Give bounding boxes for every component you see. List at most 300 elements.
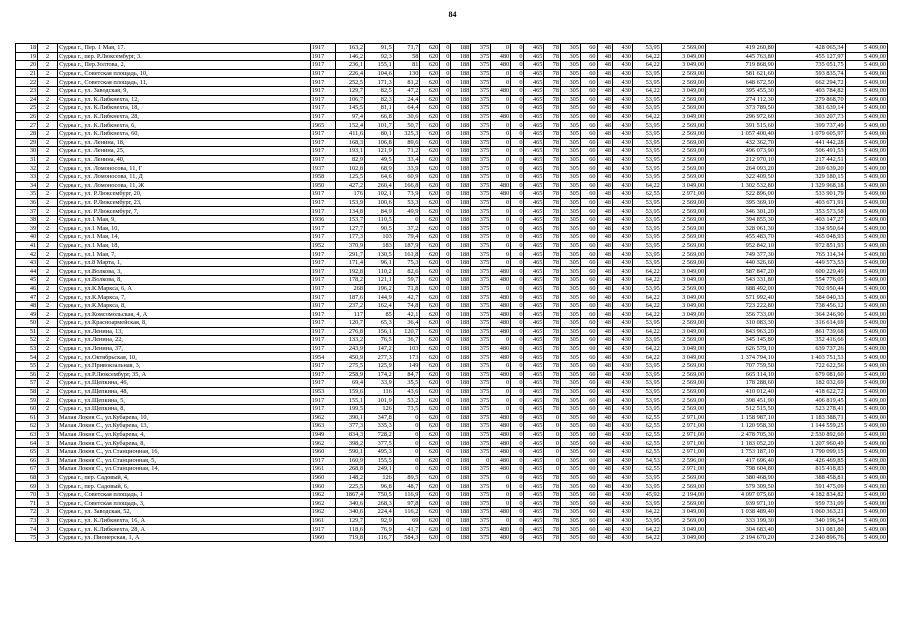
cell-rate-a: 620 xyxy=(420,138,440,147)
cell-amount-total: 403 671,91 xyxy=(775,198,845,207)
cell-rate-c: 188 xyxy=(451,233,471,242)
cell-living-area: 76,5 xyxy=(364,336,393,345)
cell-tariff: 53,95 xyxy=(633,370,662,379)
cell-tariff: 53,95 xyxy=(633,129,662,138)
cell-address: Суджа г., ул.Ленина, 22, xyxy=(58,336,311,345)
cell-rate-a: 620 xyxy=(420,267,440,276)
cell-rate-k: 48 xyxy=(597,439,613,448)
cell-rate-i: 305 xyxy=(561,121,581,130)
cell-living-area: 377,5 xyxy=(364,439,393,448)
cell-rate-k: 48 xyxy=(597,361,613,370)
cell-tariff: 64,22 xyxy=(633,310,662,319)
cell-tariff: 54,53 xyxy=(633,456,662,465)
cell-rate-l: 430 xyxy=(613,490,633,499)
cell-total-area: 291,7 xyxy=(336,250,365,259)
cell-rate-b: 0 xyxy=(440,215,451,224)
table-row xyxy=(16,490,888,499)
cell-standard: 5 409,00 xyxy=(845,69,887,78)
cell-other-area: 42,1 xyxy=(393,310,420,319)
cell-tariff: 64,22 xyxy=(633,293,662,302)
cell-living-area: 260,4 xyxy=(364,181,393,190)
cell-rate-h: 78 xyxy=(544,147,561,156)
cell-rate-d: 375 xyxy=(471,422,491,431)
cell-living-area: 66,8 xyxy=(364,112,393,121)
cell-row-num: 31 xyxy=(16,155,38,164)
cell-address: Малая Локня С., ул.Кубарева, 13, xyxy=(58,422,311,431)
cell-rate-c: 188 xyxy=(451,155,471,164)
cell-living-area: 728,2 xyxy=(364,430,393,439)
cell-amount-total: 738 456,12 xyxy=(775,301,845,310)
cell-living-area: 106,8 xyxy=(364,138,393,147)
cell-year: 1917 xyxy=(310,379,335,388)
cell-standard: 5 409,00 xyxy=(845,516,887,525)
cell-rate-f: 0 xyxy=(511,129,524,138)
cell-rate-f: 0 xyxy=(511,447,524,456)
cell-rate-i: 305 xyxy=(561,198,581,207)
cell-total-area: 236,1 xyxy=(336,61,365,70)
cell-rate-l: 430 xyxy=(613,215,633,224)
cell-tariff: 64,22 xyxy=(633,112,662,121)
cell-rate-d: 375 xyxy=(471,499,491,508)
cell-amount: 419 260,80 xyxy=(706,44,776,53)
cell-rate-e: 0 xyxy=(491,147,511,156)
cell-rate-a: 620 xyxy=(420,310,440,319)
cell-row-num: 30 xyxy=(16,147,38,156)
cell-rate-k: 48 xyxy=(597,533,613,542)
cell-rate-e: 480 xyxy=(491,447,511,456)
cell-rate-b: 0 xyxy=(440,482,451,491)
cell-year: 1917 xyxy=(310,456,335,465)
cell-year: 1936 xyxy=(310,215,335,224)
cell-rate-a: 620 xyxy=(420,293,440,302)
cell-rate-b: 0 xyxy=(440,95,451,104)
table-row xyxy=(16,147,888,156)
cell-total-area: 275,5 xyxy=(336,361,365,370)
cell-rate-h: 78 xyxy=(544,112,561,121)
cell-rate-g: 465 xyxy=(524,344,544,353)
cell-rate-h: 78 xyxy=(544,267,561,276)
cell-other-area: 120,7 xyxy=(393,327,420,336)
cell-rate-d: 375 xyxy=(471,387,491,396)
cell-amount-total: 465 048,93 xyxy=(775,233,845,242)
cell-tariff: 53,95 xyxy=(633,198,662,207)
cell-rate-f: 0 xyxy=(511,112,524,121)
cell-rate-i: 305 xyxy=(561,344,581,353)
cell-address: Суджа г., ул.Ленина, 37, xyxy=(58,344,311,353)
cell-total-area: 450,9 xyxy=(336,353,365,362)
cell-living-area: 155,1 xyxy=(364,61,393,70)
cell-group: 2 xyxy=(38,190,58,199)
cell-row-num: 57 xyxy=(16,379,38,388)
cell-rate-h: 78 xyxy=(544,353,561,362)
cell-rate-l: 430 xyxy=(613,525,633,534)
cell-rate-c: 188 xyxy=(451,52,471,61)
cell-rate-j: 60 xyxy=(580,396,597,405)
cell-rate-h: 78 xyxy=(544,516,561,525)
cell-amount: 345 145,80 xyxy=(706,336,776,345)
cell-rate-i: 305 xyxy=(561,52,581,61)
cell-amount-total: 1 790 099,15 xyxy=(775,447,845,456)
cell-rate-a: 620 xyxy=(420,361,440,370)
cell-rate-f: 0 xyxy=(511,155,524,164)
cell-rate-k: 48 xyxy=(597,396,613,405)
cell-rate-l: 430 xyxy=(613,267,633,276)
cell-rate-a: 620 xyxy=(420,258,440,267)
cell-year: 1953 xyxy=(310,387,335,396)
cell-address: Суджа г., ул.1 Мая, 7, xyxy=(58,250,311,259)
cell-rate-l: 430 xyxy=(613,129,633,138)
cell-rate-b: 0 xyxy=(440,533,451,542)
cell-other-area: 97,8 xyxy=(393,499,420,508)
cell-living-area: 68,9 xyxy=(364,164,393,173)
cell-amount: 212 970,10 xyxy=(706,155,776,164)
cell-rate-i: 305 xyxy=(561,370,581,379)
cell-group: 2 xyxy=(38,181,58,190)
cell-standard: 5 409,00 xyxy=(845,301,887,310)
cell-rate-g: 465 xyxy=(524,508,544,517)
cell-rate-j: 60 xyxy=(580,95,597,104)
cell-year: 1917 xyxy=(310,61,335,70)
table-row xyxy=(16,241,888,250)
cell-rate-h: 78 xyxy=(544,190,561,199)
cell-tariff: 53,95 xyxy=(633,284,662,293)
cell-rate-g: 465 xyxy=(524,499,544,508)
cell-rate-g: 465 xyxy=(524,198,544,207)
cell-other-area: 0 xyxy=(393,456,420,465)
cell-rate-b: 0 xyxy=(440,250,451,259)
cell-amount: 395 369,10 xyxy=(706,198,776,207)
cell-cost-per-unit: 2 569,00 xyxy=(661,233,705,242)
cell-address: Суджа г., ул. К.Либкнехта, 60, xyxy=(58,129,311,138)
cell-tariff: 53,95 xyxy=(633,404,662,413)
cell-rate-b: 0 xyxy=(440,241,451,250)
cell-rate-b: 0 xyxy=(440,112,451,121)
cell-rate-e: 480 xyxy=(491,370,511,379)
page-number: 84 xyxy=(448,10,457,19)
cell-rate-a: 620 xyxy=(420,525,440,534)
cell-rate-l: 430 xyxy=(613,164,633,173)
cell-rate-j: 60 xyxy=(580,533,597,542)
cell-rate-l: 430 xyxy=(613,138,633,147)
cell-amount-total: 861 739,68 xyxy=(775,327,845,336)
cell-rate-e: 480 xyxy=(491,533,511,542)
cell-group: 2 xyxy=(38,155,58,164)
cell-row-num: 64 xyxy=(16,439,38,448)
cell-rate-b: 0 xyxy=(440,490,451,499)
cell-rate-k: 48 xyxy=(597,447,613,456)
cell-group: 2 xyxy=(38,233,58,242)
cell-amount: 380 468,90 xyxy=(706,473,776,482)
cell-rate-e: 480 xyxy=(491,276,511,285)
cell-rate-h: 78 xyxy=(544,104,561,113)
cell-rate-a: 620 xyxy=(420,387,440,396)
cell-rate-g: 465 xyxy=(524,396,544,405)
cell-rate-k: 48 xyxy=(597,241,613,250)
cell-rate-a: 620 xyxy=(420,516,440,525)
cell-rate-g: 465 xyxy=(524,258,544,267)
cell-living-area: 82,3 xyxy=(364,95,393,104)
cell-rate-d: 375 xyxy=(471,336,491,345)
cell-rate-g: 465 xyxy=(524,52,544,61)
cell-tariff: 53,95 xyxy=(633,516,662,525)
cell-tariff: 53,95 xyxy=(633,215,662,224)
cell-year: 1917 xyxy=(310,155,335,164)
cell-rate-l: 430 xyxy=(613,112,633,121)
cell-group: 3 xyxy=(38,499,58,508)
cell-address: Суджа г., ул. Ломоносова, 11, Ж xyxy=(58,181,311,190)
cell-rate-a: 620 xyxy=(420,379,440,388)
cell-cost-per-unit: 2 569,00 xyxy=(661,499,705,508)
cell-rate-h: 0 xyxy=(544,447,561,456)
cell-rate-a: 620 xyxy=(420,456,440,465)
cell-rate-k: 48 xyxy=(597,172,613,181)
cell-year: 1917 xyxy=(310,69,335,78)
cell-rate-g: 465 xyxy=(524,456,544,465)
cell-other-area: 75,3 xyxy=(393,258,420,267)
cell-rate-f: 0 xyxy=(511,422,524,431)
cell-total-area: 153,9 xyxy=(336,198,365,207)
cell-year: 1917 xyxy=(310,310,335,319)
cell-rate-d: 375 xyxy=(471,138,491,147)
cell-rate-d: 375 xyxy=(471,439,491,448)
cell-rate-i: 305 xyxy=(561,413,581,422)
cell-rate-e: 0 xyxy=(491,379,511,388)
cell-year: 1960 xyxy=(310,482,335,491)
cell-amount-total: 406 819,45 xyxy=(775,396,845,405)
cell-rate-h: 78 xyxy=(544,310,561,319)
cell-amount-total: 591 475,09 xyxy=(775,482,845,491)
cell-rate-i: 305 xyxy=(561,233,581,242)
cell-rate-h: 78 xyxy=(544,172,561,181)
cell-standard: 5 409,00 xyxy=(845,490,887,499)
cell-rate-d: 375 xyxy=(471,258,491,267)
cell-rate-a: 620 xyxy=(420,69,440,78)
cell-other-area: 74,8 xyxy=(393,301,420,310)
cell-rate-i: 305 xyxy=(561,190,581,199)
cell-standard: 5 409,00 xyxy=(845,138,887,147)
cell-year: 1917 xyxy=(310,396,335,405)
cell-rate-d: 375 xyxy=(471,490,491,499)
cell-row-num: 28 xyxy=(16,129,38,138)
table-row xyxy=(16,473,888,482)
cell-rate-g: 465 xyxy=(524,473,544,482)
cell-year: 1962 xyxy=(310,508,335,517)
cell-rate-a: 620 xyxy=(420,129,440,138)
cell-rate-j: 60 xyxy=(580,207,597,216)
cell-address: Суджа г., ул. К.Либкнехта, 16, А xyxy=(58,516,311,525)
cell-address: Суджа г., ул.1 Мая, 14, xyxy=(58,233,311,242)
cell-rate-j: 60 xyxy=(580,310,597,319)
cell-rate-g: 465 xyxy=(524,525,544,534)
cell-rate-j: 60 xyxy=(580,164,597,173)
cell-rate-k: 48 xyxy=(597,301,613,310)
cell-rate-l: 430 xyxy=(613,181,633,190)
cell-rate-b: 0 xyxy=(440,508,451,517)
cell-rate-c: 188 xyxy=(451,447,471,456)
cell-address: Суджа г., ул. Ленина, 25, xyxy=(58,147,311,156)
cell-living-area: 110,5 xyxy=(364,215,393,224)
cell-year: 1962 xyxy=(310,413,335,422)
cell-group: 3 xyxy=(38,413,58,422)
cell-standard: 5 409,00 xyxy=(845,276,887,285)
cell-year: 1954 xyxy=(310,353,335,362)
cell-rate-f: 0 xyxy=(511,104,524,113)
cell-rate-b: 0 xyxy=(440,370,451,379)
cell-rate-k: 48 xyxy=(597,224,613,233)
cell-rate-f: 0 xyxy=(511,525,524,534)
cell-row-num: 44 xyxy=(16,267,38,276)
cell-rate-g: 465 xyxy=(524,353,544,362)
cell-rate-c: 188 xyxy=(451,69,471,78)
cell-rate-j: 60 xyxy=(580,370,597,379)
cell-rate-l: 430 xyxy=(613,482,633,491)
cell-rate-h: 78 xyxy=(544,207,561,216)
cell-rate-b: 0 xyxy=(440,319,451,328)
cell-total-area: 69,4 xyxy=(336,379,365,388)
cell-cost-per-unit: 3 049,00 xyxy=(661,267,705,276)
cell-cost-per-unit: 2 569,00 xyxy=(661,284,705,293)
cell-rate-g: 465 xyxy=(524,370,544,379)
cell-rate-k: 48 xyxy=(597,310,613,319)
cell-amount: 952 842,10 xyxy=(706,241,776,250)
cell-address: Суджа г., ул.К.Маркса, 8, xyxy=(58,301,311,310)
data-table-container xyxy=(15,43,888,542)
cell-address: Суджа г., Советская площадь, 10, xyxy=(58,69,311,78)
table-row xyxy=(16,61,888,70)
cell-living-area: 49,5 xyxy=(364,155,393,164)
cell-rate-i: 305 xyxy=(561,172,581,181)
cell-group: 3 xyxy=(38,482,58,491)
cell-standard: 5 409,00 xyxy=(845,129,887,138)
cell-living-area: 224,4 xyxy=(364,508,393,517)
cell-standard: 5 409,00 xyxy=(845,447,887,456)
cell-tariff: 53,95 xyxy=(633,207,662,216)
cell-amount-total: 426 469,85 xyxy=(775,456,845,465)
cell-amount-total: 662 294,72 xyxy=(775,78,845,87)
cell-address: Суджа г., ул. К.Либкнехта, 18, xyxy=(58,104,311,113)
cell-tariff: 53,95 xyxy=(633,387,662,396)
cell-rate-c: 188 xyxy=(451,327,471,336)
cell-rate-i: 305 xyxy=(561,44,581,53)
cell-rate-j: 60 xyxy=(580,104,597,113)
cell-tariff: 53,95 xyxy=(633,69,662,78)
cell-rate-c: 188 xyxy=(451,353,471,362)
cell-cost-per-unit: 2 971,00 xyxy=(661,447,705,456)
cell-rate-j: 60 xyxy=(580,190,597,199)
cell-rate-l: 430 xyxy=(613,456,633,465)
cell-rate-k: 48 xyxy=(597,207,613,216)
cell-rate-l: 430 xyxy=(613,69,633,78)
cell-rate-j: 60 xyxy=(580,155,597,164)
cell-rate-d: 375 xyxy=(471,370,491,379)
cell-address: Суджа г., ул.К.Маркса, 7, xyxy=(58,293,311,302)
cell-rate-h: 78 xyxy=(544,508,561,517)
cell-year: 1963 xyxy=(310,422,335,431)
cell-rate-a: 620 xyxy=(420,86,440,95)
cell-rate-k: 48 xyxy=(597,404,613,413)
cell-rate-i: 305 xyxy=(561,138,581,147)
cell-cost-per-unit: 2 569,00 xyxy=(661,44,705,53)
cell-amount: 571 992,40 xyxy=(706,293,776,302)
cell-other-area: 81,2 xyxy=(393,78,420,87)
cell-rate-g: 465 xyxy=(524,430,544,439)
cell-living-area: 91,5 xyxy=(364,44,393,53)
cell-rate-k: 48 xyxy=(597,121,613,130)
cell-rate-h: 78 xyxy=(544,361,561,370)
cell-tariff: 53,95 xyxy=(633,336,662,345)
cell-rate-e: 0 xyxy=(491,104,511,113)
cell-rate-c: 188 xyxy=(451,44,471,53)
cell-total-area: 82,9 xyxy=(336,155,365,164)
cell-rate-e: 480 xyxy=(491,86,511,95)
cell-rate-g: 465 xyxy=(524,361,544,370)
cell-rate-d: 375 xyxy=(471,344,491,353)
cell-amount: 346 301,20 xyxy=(706,207,776,216)
cell-total-area: 340,6 xyxy=(336,499,365,508)
table-row xyxy=(16,250,888,259)
cell-rate-l: 430 xyxy=(613,301,633,310)
cell-total-area: 125,5 xyxy=(336,172,365,181)
cell-amount: 581 621,60 xyxy=(706,69,776,78)
cell-rate-k: 48 xyxy=(597,336,613,345)
cell-cost-per-unit: 2 569,00 xyxy=(661,396,705,405)
cell-rate-i: 305 xyxy=(561,404,581,413)
cell-cost-per-unit: 3 049,00 xyxy=(661,353,705,362)
cell-tariff: 64,22 xyxy=(633,344,662,353)
cell-total-area: 168,3 xyxy=(336,138,365,147)
cell-amount-total: 403 784,82 xyxy=(775,86,845,95)
cell-rate-b: 0 xyxy=(440,276,451,285)
cell-cost-per-unit: 2 569,00 xyxy=(661,361,705,370)
cell-address: Суджа г., ул.Волкова, 8, xyxy=(58,276,311,285)
cell-row-num: 22 xyxy=(16,78,38,87)
cell-year: 1917 xyxy=(310,404,335,413)
cell-rate-a: 620 xyxy=(420,370,440,379)
cell-rate-i: 305 xyxy=(561,78,581,87)
cell-living-area: 156,1 xyxy=(364,327,393,336)
cell-group: 2 xyxy=(38,336,58,345)
cell-rate-h: 78 xyxy=(544,164,561,173)
cell-standard: 5 409,00 xyxy=(845,336,887,345)
cell-amount-total: 702 950,44 xyxy=(775,284,845,293)
cell-rate-g: 465 xyxy=(524,439,544,448)
cell-rate-h: 78 xyxy=(544,473,561,482)
table-row xyxy=(16,482,888,491)
cell-tariff: 64,22 xyxy=(633,276,662,285)
cell-cost-per-unit: 2 569,00 xyxy=(661,78,705,87)
cell-standard: 5 409,00 xyxy=(845,344,887,353)
cell-row-num: 67 xyxy=(16,465,38,474)
cell-standard: 5 409,00 xyxy=(845,525,887,534)
cell-address: Суджа г., ул. Ломоносова, 11, Г xyxy=(58,164,311,173)
cell-rate-a: 620 xyxy=(420,319,440,328)
cell-other-area: 41,7 xyxy=(393,525,420,534)
cell-tariff: 64,22 xyxy=(633,86,662,95)
cell-rate-i: 305 xyxy=(561,267,581,276)
cell-other-area: 81 xyxy=(393,61,420,70)
cell-rate-d: 375 xyxy=(471,267,491,276)
cell-rate-d: 375 xyxy=(471,379,491,388)
cell-rate-k: 48 xyxy=(597,413,613,422)
cell-rate-e: 0 xyxy=(491,172,511,181)
cell-other-area: 49,9 xyxy=(393,207,420,216)
cell-standard: 5 409,00 xyxy=(845,361,887,370)
cell-other-area: 79,4 xyxy=(393,233,420,242)
cell-tariff: 62,55 xyxy=(633,430,662,439)
cell-rate-k: 48 xyxy=(597,319,613,328)
cell-rate-b: 0 xyxy=(440,44,451,53)
cell-standard: 5 409,00 xyxy=(845,379,887,388)
